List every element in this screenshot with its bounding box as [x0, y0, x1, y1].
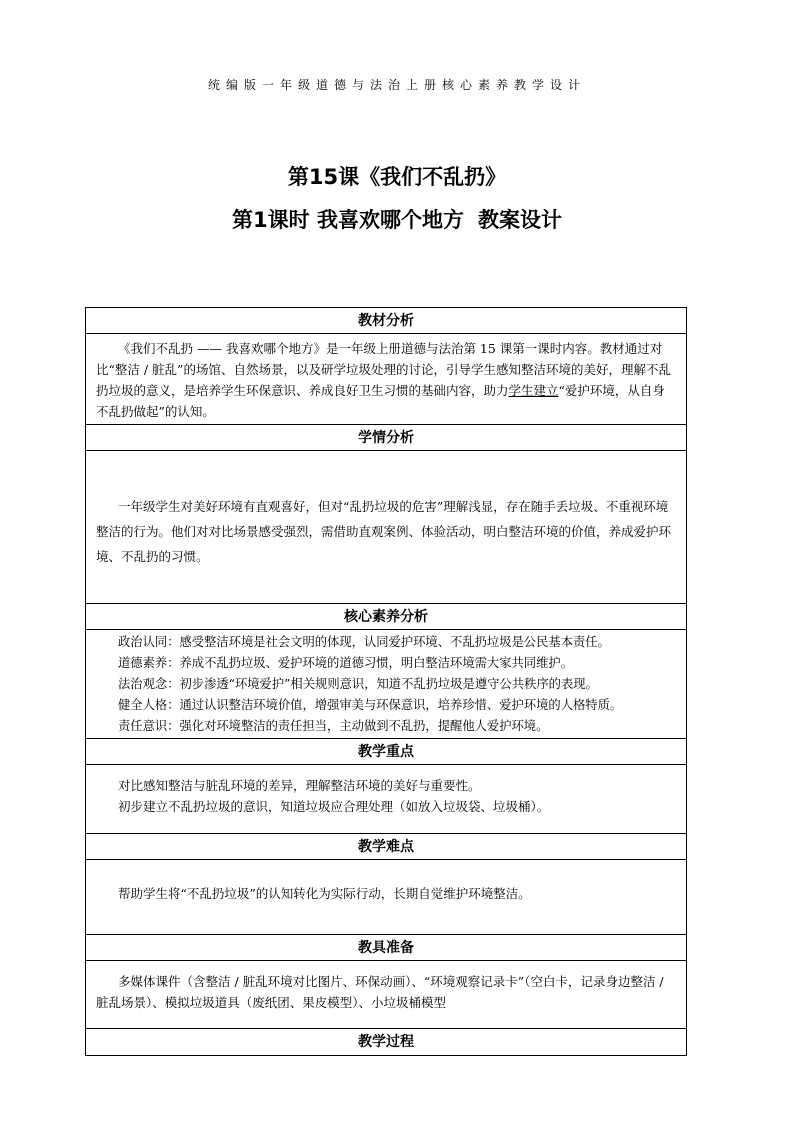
difficulty-text: 帮助学生将“不乱扔垃圾”的认知转化为实际行动，长期自觉维护环境整洁。: [118, 886, 531, 901]
section-heading-difficulty: 教学难点: [86, 834, 686, 860]
materials-paragraph: 多媒体课件（含整洁 / 脏乱环境对比图片、环保动画）、“环境观察记录卡”（空白卡，记录身边整洁 / 脏乱场景）、模拟垃圾道具（废纸团、果皮模型）、小垃圾桶模型: [96, 974, 664, 1010]
section-body-materials: [86, 961, 686, 1029]
section-heading-process: 教学过程: [358, 1034, 414, 1050]
section-heading-key-points: 教学重点: [86, 739, 686, 765]
key-point-1: 对比感知整洁与脏乱环境的差异，理解整洁环境的美好与重要性。: [118, 778, 481, 793]
section-body-key-points: [86, 765, 686, 834]
lesson-subtitle: [0, 204, 794, 234]
textbook-text-tail: “爱护环境，从自身不乱扔做起”的认知。: [96, 383, 665, 419]
key-point-2: 初步建立不乱扔垃圾的意识，知道垃圾应合理处理（如放入垃圾袋、垃圾桶）。: [118, 799, 550, 814]
literacy-line-political: 政治认同：感受整洁环境是社会文明的体现，认同爱护环境、不乱扔垃圾是公民基本责任。: [118, 635, 610, 649]
section-heading-materials: 教具准备: [86, 935, 686, 961]
section-body-difficulty: [86, 860, 686, 935]
document-header: 统编版一年级道德与法治上册核心素养教学设计: [207, 78, 586, 92]
students-paragraph: 一年级学生对美好环境有直观喜好，但对“乱扔垃圾的危害”理解浅显，存在随手丢垃圾、不重视环境整洁的行为。他们对对比场景感受强烈，需借助直观案例、体验活动，明白整洁环境的价值，养成爱护环境、不乱扔的习惯。: [96, 499, 672, 564]
section-body-students: [86, 451, 686, 604]
section-body-literacy: [86, 630, 686, 739]
section-heading-literacy: 核心素养分析: [86, 604, 686, 630]
lesson-plan-table: [85, 307, 687, 1056]
lesson-title: 第15课《我们不乱扔》: [287, 165, 507, 189]
literacy-line-law: 法治观念：初步渗透“环境爱护”相关规则意识，知道不乱扔垃圾是遵守公共秩序的表现。: [118, 677, 598, 691]
literacy-line-personality: 健全人格：通过认识整洁环境价值，增强审美与环保意识，培养珍惜、爱护环境的人格特质。: [118, 698, 623, 712]
literacy-line-responsibility: 责任意识：强化对环境整洁的责任担当，主动做到不乱扔，提醒他人爱护环境。: [118, 719, 549, 733]
section-heading-students: 学情分析: [86, 425, 686, 451]
textbook-paragraph: [96, 338, 676, 422]
textbook-underlined-text: 学生建立: [508, 383, 559, 398]
literacy-line-moral: 道德素养：养成不乱扔垃圾、爱护环境的道德习惯，明白整洁环境需大家共同维护。: [118, 656, 573, 670]
subtitle-part2: 教案设计: [477, 208, 562, 232]
section-heading-textbook: 教材分析: [86, 308, 686, 334]
textbook-text: 《我们不乱扔 —— 我喜欢哪个地方》是一年级上册道德与法治第 15 课第一课时内容。教材通过对比“整洁 / 脏乱”的场馆、自然场景，以及研学垃圾处理的讨论，引导学生感知整洁环境的美好，理解不乱扔垃圾的意义，是培养学生环保意识、养成良好卫生习惯的基础内容，助力: [96, 341, 671, 398]
section-body-textbook: [86, 334, 686, 425]
subtitle-part1: 第1课时 我喜欢哪个地方: [232, 208, 464, 232]
